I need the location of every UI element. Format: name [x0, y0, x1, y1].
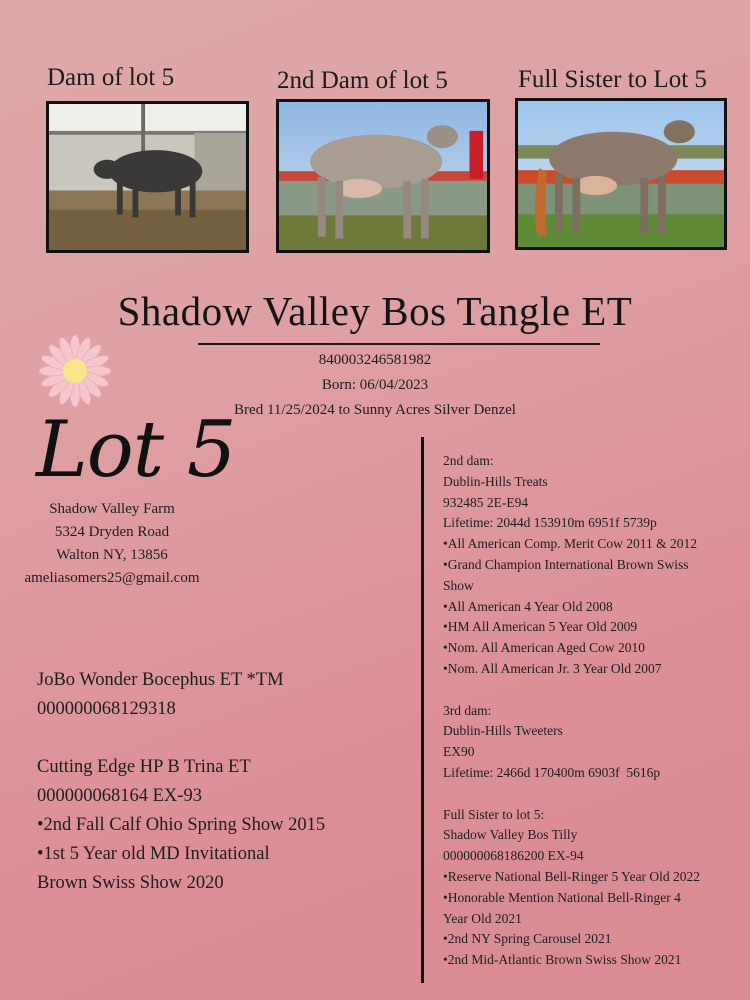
bred-info: Bred 11/25/2024 to Sunny Acres Silver Denzel	[234, 402, 516, 418]
dam-reg: 000000068164 EX-93	[37, 786, 202, 806]
second-dam-reg: 932485 2E-E94	[443, 494, 529, 510]
farm-city: Walton NY, 13856	[56, 547, 168, 563]
birth-date: Born: 06/04/2023	[321, 377, 429, 393]
second-dam-lifetime: Lifetime: 2044d 153910m 6951f 5739p	[443, 515, 657, 531]
second-dam-award: •Nom. All American Jr. 3 Year Old 2007	[443, 660, 662, 676]
dam-photo	[46, 101, 249, 253]
full-sister-name: Shadow Valley Bos Tilly	[443, 827, 578, 843]
lot-number: Lot 5	[36, 405, 236, 495]
photo-label-second-dam: 2nd Dam of lot 5	[277, 67, 448, 94]
sire-reg: 000000068129318	[37, 699, 176, 719]
column-divider	[421, 437, 424, 983]
full-sister-photo	[515, 98, 727, 250]
title-underline	[198, 343, 600, 345]
farm-address: 5324 Dryden Road	[54, 524, 170, 540]
second-dam-award: •All American 4 Year Old 2008	[443, 598, 613, 614]
second-dam-award: •HM All American 5 Year Old 2009	[443, 619, 638, 635]
photo-label-dam: Dam of lot 5	[47, 64, 175, 91]
second-dam-award: •Grand Champion International Brown Swiss	[443, 556, 689, 572]
flower-icon	[38, 334, 112, 408]
sire-name: JoBo Wonder Bocephus ET *TM	[37, 670, 284, 690]
registration-number: 840003246581982	[318, 352, 432, 368]
full-sister-award: •2nd Mid-Atlantic Brown Swiss Show 2021	[443, 952, 682, 968]
third-dam-lifetime: Lifetime: 2466d 170400m 6903f 5616p	[443, 764, 661, 780]
full-sister-award: •Reserve National Bell-Ringer 5 Year Old 2022	[443, 868, 701, 884]
second-dam-heading: 2nd dam:	[443, 453, 494, 468]
farm-email: ameliasomers25@gmail.com	[24, 570, 200, 586]
farm-name: Shadow Valley Farm	[49, 501, 175, 517]
photo-label-full-sister: Full Sister to Lot 5	[518, 66, 707, 93]
second-dam-photo	[276, 99, 490, 253]
full-sister-award: •2nd NY Spring Carousel 2021	[443, 931, 612, 947]
full-sister-award: •Honorable Mention National Bell-Ringer 4	[443, 889, 681, 905]
dam-award: •1st 5 Year old MD Invitational	[37, 844, 270, 864]
full-sister-heading: Full Sister to lot 5:	[443, 806, 545, 822]
second-dam-name: Dublin-Hills Treats	[443, 473, 548, 489]
maternal-line	[443, 451, 743, 971]
third-dam-name: Dublin-Hills Tweeters	[443, 723, 563, 739]
animal-name-title: Shadow Valley Bos Tangle ET	[117, 288, 633, 334]
second-dam-award: •Nom. All American Aged Cow 2010	[443, 640, 645, 656]
second-dam-award: Show	[443, 577, 474, 593]
second-dam-award: •All American Comp. Merit Cow 2011 & 2012	[443, 536, 697, 552]
dam-award: Brown Swiss Show 2020	[37, 873, 224, 893]
full-sister-award: Year Old 2021	[443, 910, 522, 926]
dam-award: •2nd Fall Calf Ohio Spring Show 2015	[37, 815, 326, 835]
full-sister-reg: 000000068186200 EX-94	[443, 848, 584, 864]
dam-name: Cutting Edge HP B Trina ET	[37, 757, 251, 777]
third-dam-heading: 3rd dam:	[443, 702, 492, 718]
farm-contact	[0, 498, 224, 590]
third-dam-score: EX90	[443, 744, 475, 760]
sire-dam-pedigree	[37, 666, 397, 898]
